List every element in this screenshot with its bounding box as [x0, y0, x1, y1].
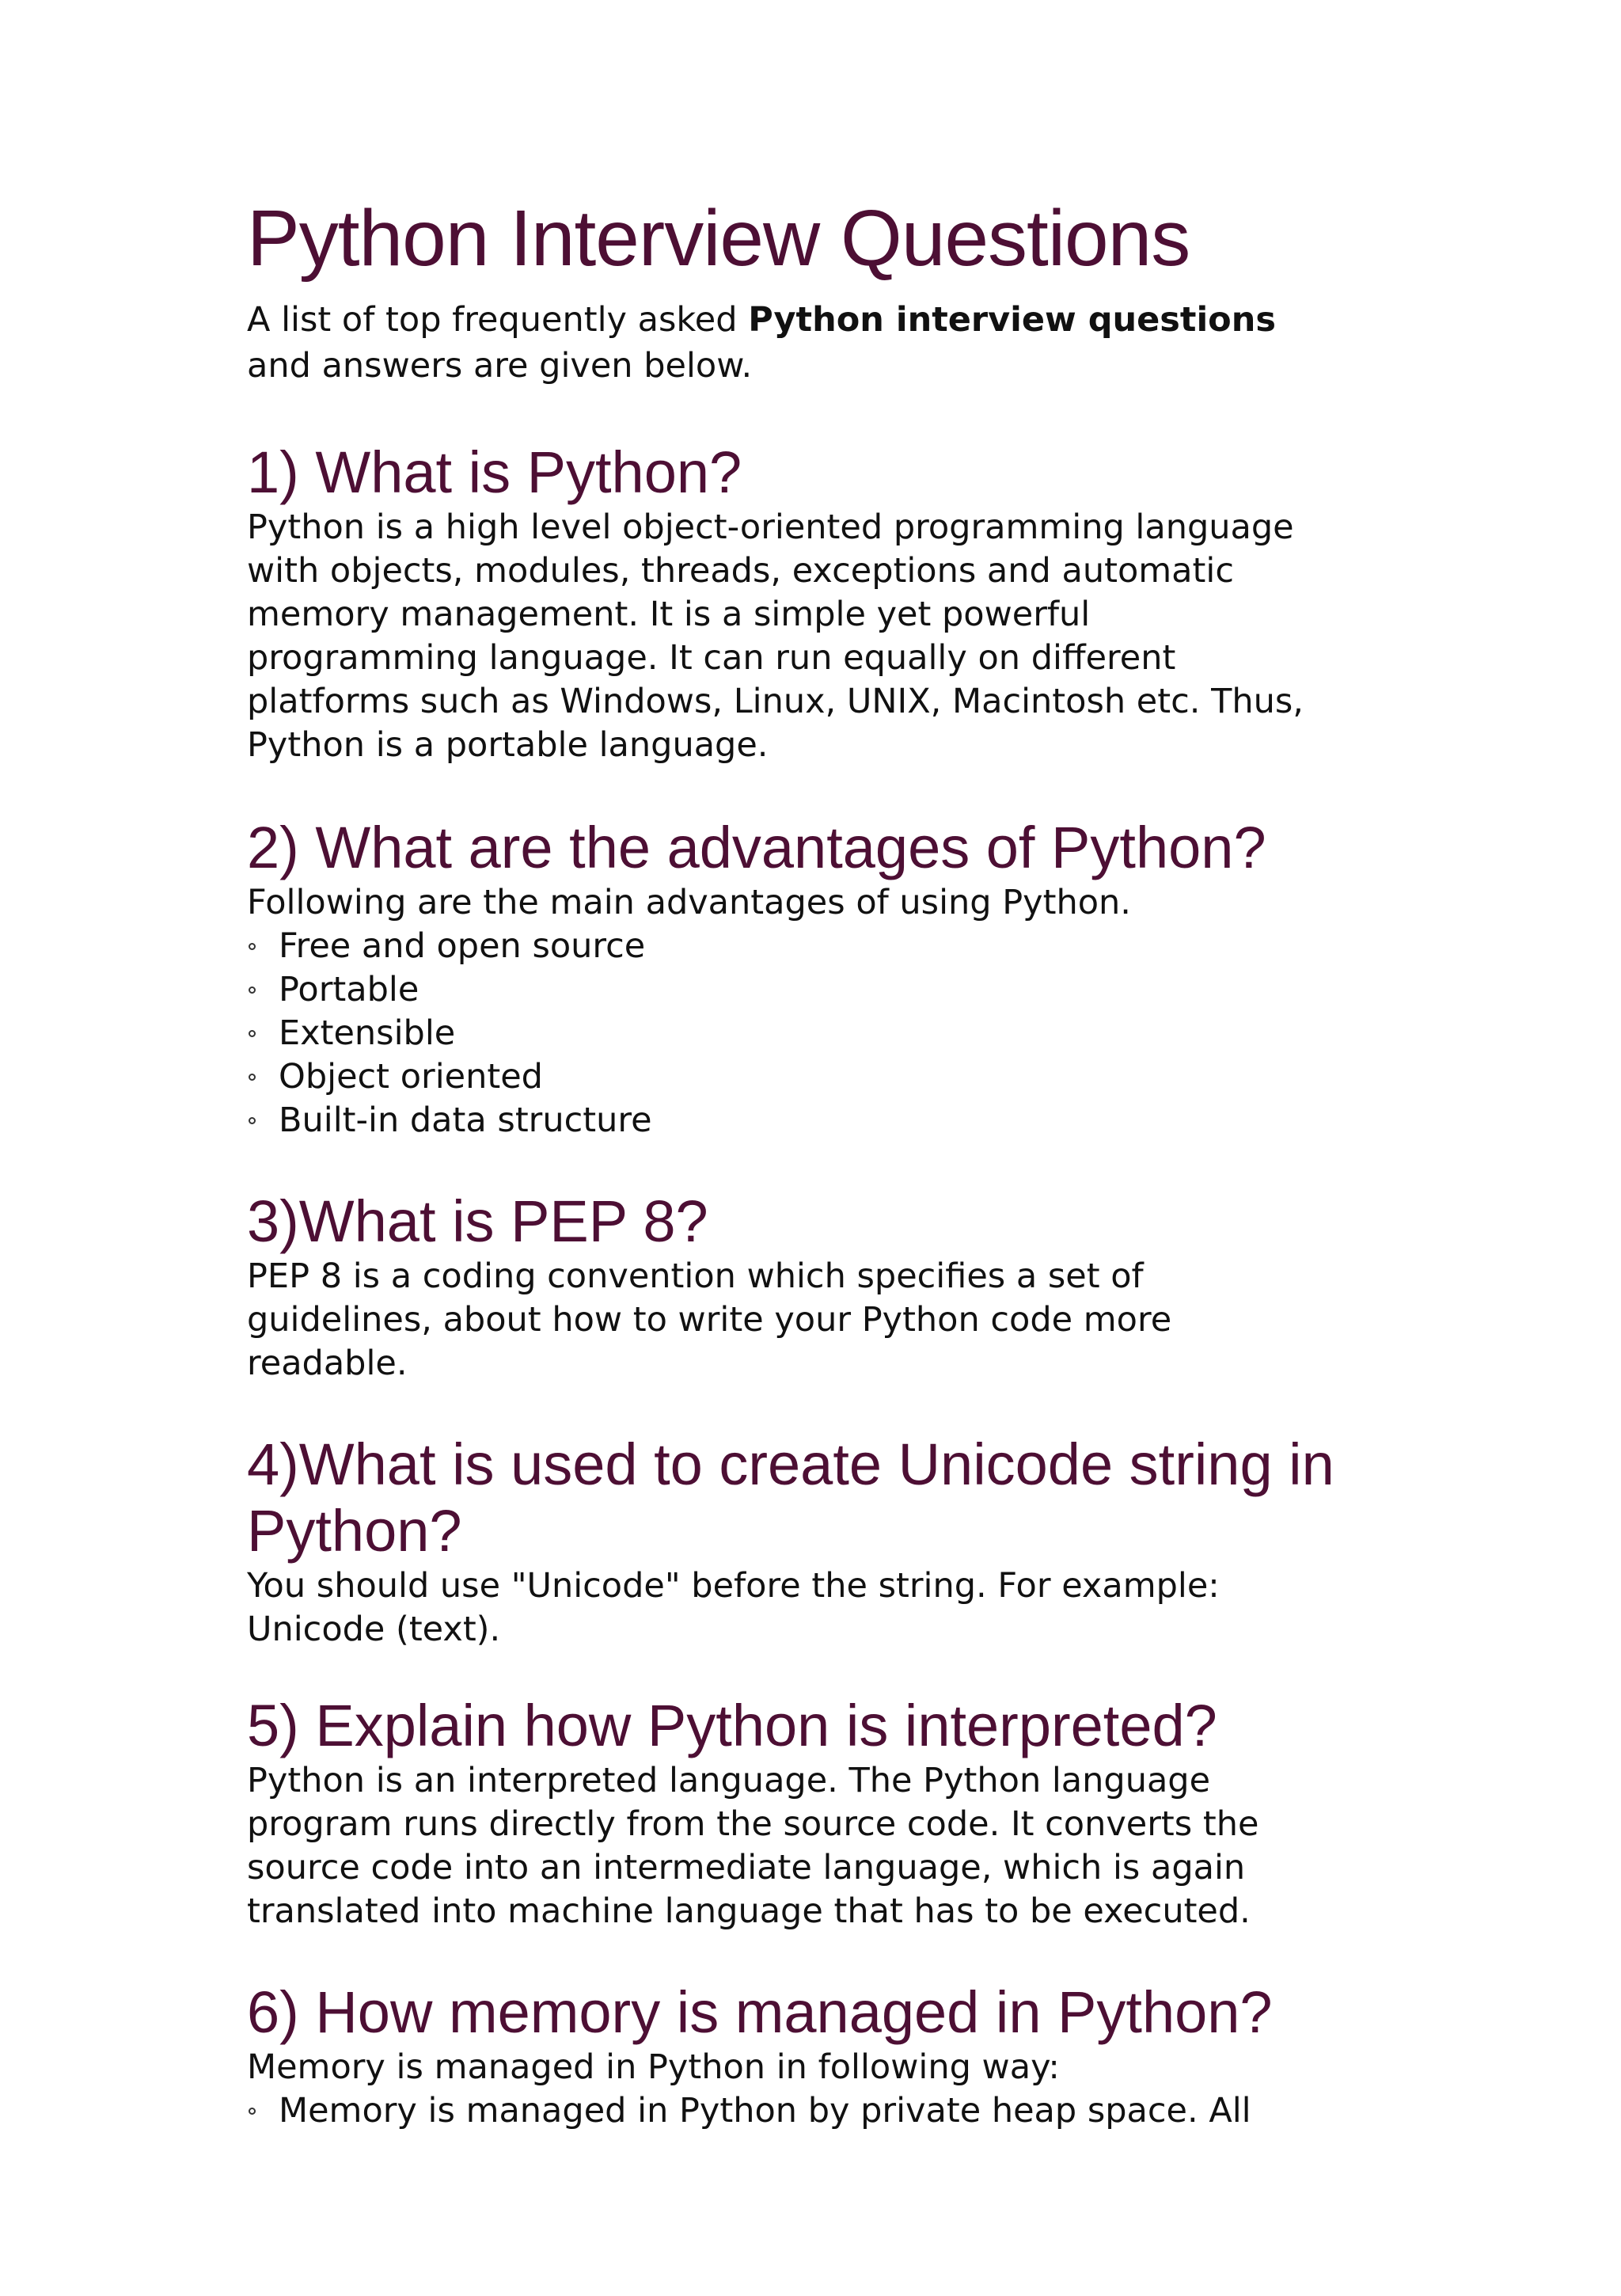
- advantages-list: [247, 925, 1379, 1142]
- question-1: [247, 439, 1379, 767]
- list-item-text: Portable: [279, 970, 419, 1009]
- answer-line: programming language. It can run equally on different: [247, 638, 1176, 678]
- list-item-text: Memory is managed in Python by private heap space. All: [279, 2091, 1251, 2131]
- bullet-icon: [249, 2108, 256, 2115]
- question-2-heading: 2) What are the advantages of Python?: [247, 815, 1266, 880]
- bullet-icon: [249, 943, 256, 950]
- question-1-heading: 1) What is Python?: [247, 439, 742, 505]
- answer-line: Python is an interpreted language. The Python language: [247, 1761, 1211, 1800]
- answer-line: translated into machine language that has to be executed.: [247, 1891, 1251, 1931]
- intro-prefix: A list of top frequently asked: [247, 300, 749, 340]
- list-item-text: Object oriented: [279, 1057, 543, 1097]
- bullet-icon: [249, 1117, 256, 1124]
- answer-line: memory management. It is a simple yet powerful: [247, 595, 1091, 634]
- memory-list: [247, 2089, 1379, 2133]
- answer-line: Python is a portable language.: [247, 725, 769, 765]
- question-4: [247, 1431, 1379, 1652]
- list-item: [247, 1055, 1379, 1099]
- list-item: [247, 2089, 1379, 2133]
- intro-line2: and answers are given below.: [247, 346, 753, 386]
- question-5-answer: [247, 1759, 1379, 1933]
- question-3-answer: [247, 1255, 1379, 1386]
- list-item-text: Built-in data structure: [279, 1100, 652, 1140]
- heading-line: Python?: [247, 1498, 462, 1564]
- question-2-answer: [247, 881, 1379, 925]
- question-1-answer: [247, 506, 1379, 767]
- question-6: [247, 1979, 1379, 2133]
- answer-line: Unicode (text).: [247, 1610, 501, 1649]
- bullet-icon: [249, 1074, 256, 1081]
- list-item-text: Free and open source: [279, 926, 646, 966]
- question-5-heading: 5) Explain how Python is interpreted?: [247, 1693, 1217, 1758]
- question-5: [247, 1693, 1379, 1933]
- answer-line: readable.: [247, 1344, 408, 1383]
- answer-line: platforms such as Windows, Linux, UNIX, Macintosh etc. Thus,: [247, 682, 1304, 721]
- list-item: [247, 925, 1379, 968]
- question-6-answer: [247, 2046, 1379, 2089]
- question-3-heading: 3)What is PEP 8?: [247, 1188, 708, 1254]
- answer-line: program runs directly from the source code. It converts the: [247, 1804, 1259, 1844]
- question-2: [247, 815, 1379, 1142]
- bullet-icon: [249, 986, 256, 994]
- question-3: [247, 1188, 1379, 1386]
- list-item: [247, 1012, 1379, 1055]
- list-item: [247, 968, 1379, 1012]
- question-4-answer: [247, 1564, 1379, 1652]
- answer-line: Following are the main advantages of using Python.: [247, 883, 1131, 922]
- intro-bold: Python interview questions: [748, 300, 1276, 340]
- answer-line: Memory is managed in Python in following way:: [247, 2047, 1060, 2087]
- question-4-heading: [247, 1431, 1379, 1564]
- document-content: [247, 194, 1379, 2133]
- question-6-heading: 6) How memory is managed in Python?: [247, 1979, 1273, 2045]
- answer-line: Python is a high level object-oriented programming language: [247, 507, 1294, 547]
- answer-line: with objects, modules, threads, exceptions and automatic: [247, 551, 1234, 591]
- answer-line: PEP 8 is a coding convention which specifies a set of: [247, 1256, 1144, 1296]
- intro-paragraph: [247, 297, 1379, 389]
- heading-line: 4)What is used to create Unicode string in: [247, 1431, 1334, 1497]
- list-item: [247, 1099, 1379, 1142]
- list-item-text: Extensible: [279, 1013, 456, 1053]
- page-title: Python Interview Questions: [247, 194, 1190, 283]
- answer-line: source code into an intermediate language, which is again: [247, 1848, 1246, 1887]
- bullet-icon: [249, 1030, 256, 1037]
- answer-line: You should use "Unicode" before the string. For example:: [247, 1566, 1220, 1606]
- answer-line: guidelines, about how to write your Python code more: [247, 1300, 1172, 1340]
